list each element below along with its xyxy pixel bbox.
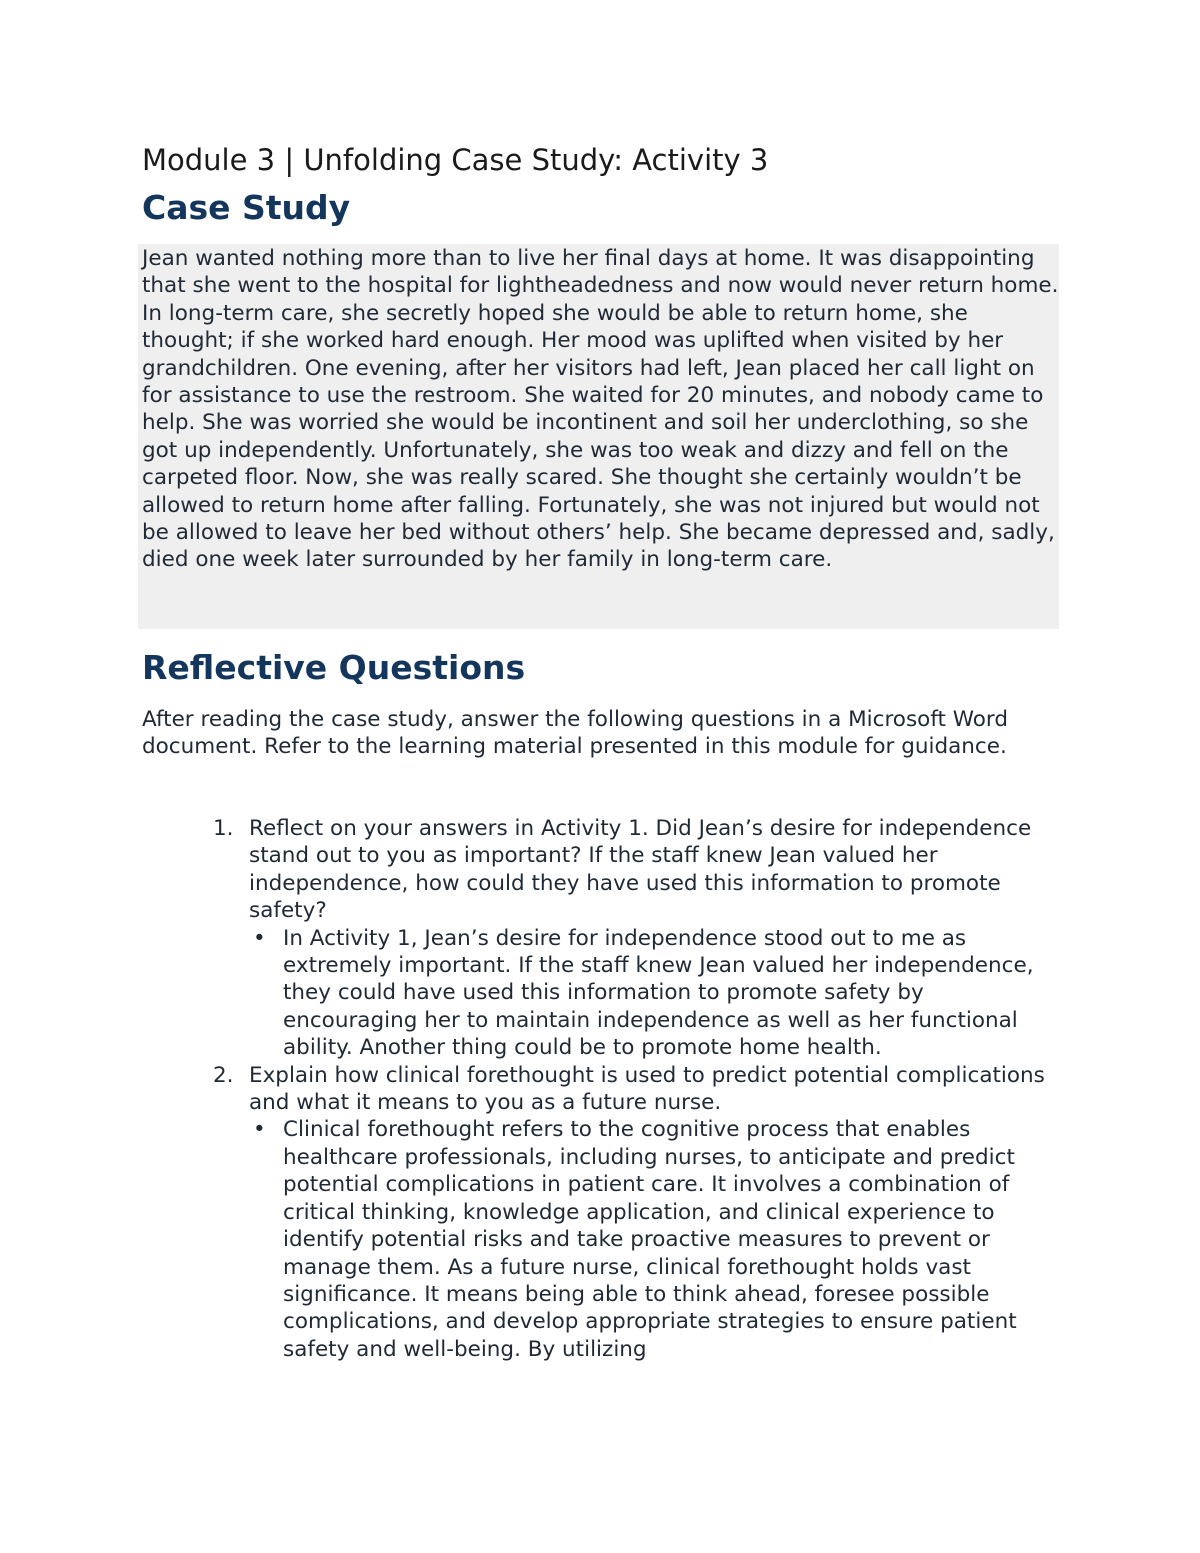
answer-item bbox=[249, 925, 1062, 1062]
case-study-text: Jean wanted nothing more than to live her final days at home. It was disappointing that she went to the hospital for lightheadedness and now would never return home. In long-term care, she secretly hoped she would be able to return home, she thought; if she worked hard enough. Her mood was uplifted when visited by her grandchildren. One evening, after her visitors had left, Jean placed her call light on for assistance to use the restroom. She waited for 20 minutes, and nobody came to help. She was worried she would be incontinent and soil her underclothing, so she got up independently. Unfortunately, she was too weak and dizzy and fell on the carpeted floor. Now, she was really scared. She thought she certainly wouldn’t be allowed to return home after falling. Fortunately, she was not injured but would not be allowed to leave her bed without others’ help. She became depressed and, sadly, died one week later surrounded by her family in long-term care. bbox=[142, 246, 1059, 573]
case-study-heading: Case Study bbox=[142, 188, 351, 227]
reflective-questions-heading: Reflective Questions bbox=[142, 648, 526, 687]
question-item bbox=[142, 1062, 1062, 1363]
question-item bbox=[142, 815, 1062, 1062]
case-study-box bbox=[138, 244, 1059, 629]
bullet-icon: • bbox=[253, 925, 266, 951]
question-number: 1. bbox=[213, 816, 234, 841]
bullet-icon: • bbox=[253, 1117, 266, 1143]
instructions-paragraph: After reading the case study, answer the following questions in a Microsoft Word document. Refer to the learning material presented in this module for guidance. bbox=[142, 707, 1009, 760]
answer-text: Clinical forethought refers to the cognitive process that enables healthcare professionals, including nurses, to anticipate and predict potential complications in patient care. It involves a combination of critical thinking, knowledge application, and clinical experience to identify potential risks and take proactive measures to prevent or manage them. As a future nurse, clinical forethought holds vast significance. It means being able to think ahead, foresee possible complications, and develop appropriate strategies to ensure patient safety and well-being. By utilizing bbox=[283, 1117, 1017, 1362]
answer-item bbox=[249, 1116, 1062, 1363]
question-list bbox=[142, 815, 1062, 1363]
question-text: Reflect on your answers in Activity 1. Did Jean’s desire for independence stand out to you as important? If the staff knew Jean valued her independence, how could they have used this information to promote safety? bbox=[249, 816, 1032, 924]
question-text: Explain how clinical forethought is used to predict potential complications and what it means to you as a future nurse. bbox=[249, 1062, 1045, 1116]
question-number: 2. bbox=[213, 1062, 234, 1088]
answer-list bbox=[249, 925, 1062, 1062]
answer-text: In Activity 1, Jean’s desire for independence stood out to me as extremely important. If the staff knew Jean valued her independence, they could have used this information to promote safety by encouraging her to maintain independence as well as her functional ability. Another thing could be to promote home health. bbox=[283, 925, 1034, 1061]
module-title: Module 3 | Unfolding Case Study: Activity 3 bbox=[142, 143, 769, 177]
answer-list bbox=[249, 1116, 1062, 1363]
